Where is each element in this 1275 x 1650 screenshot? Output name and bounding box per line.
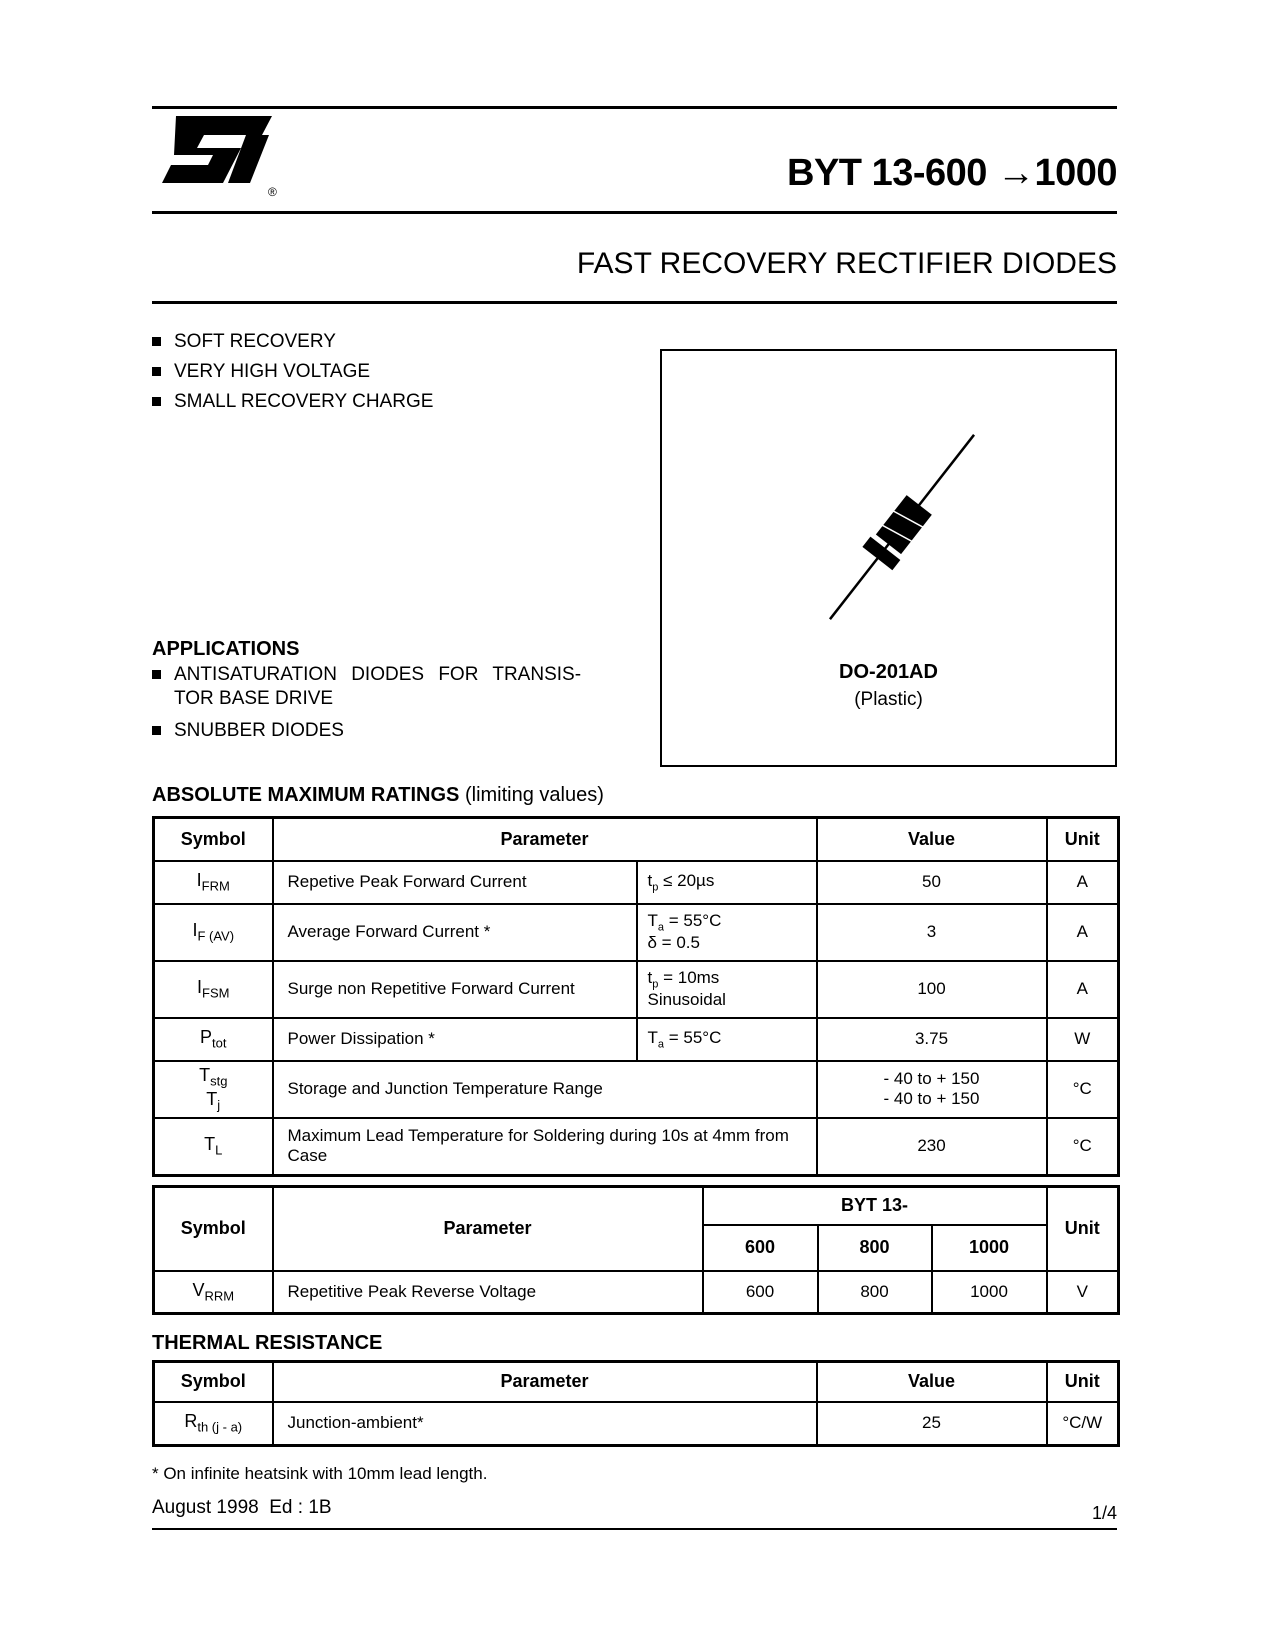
- table-row: [154, 861, 1119, 904]
- symbol-cell: $I_{FSM}$: [154, 961, 273, 1018]
- parameter-cell: Average Forward Current *: [273, 904, 637, 961]
- application-label: [174, 663, 581, 711]
- value-cell-1000: 1000: [932, 1271, 1047, 1314]
- feature-label: SOFT RECOVERY: [174, 331, 336, 352]
- parameter-cell: Surge non Repetitive Forward Current: [273, 961, 637, 1018]
- col-header-unit: Unit: [1047, 818, 1119, 861]
- condition-cell: $t_p = 10ms$ Sinusoidal: [637, 961, 817, 1018]
- col-header-symbol: Symbol: [154, 1187, 273, 1271]
- package-drawing-box: [660, 349, 1117, 767]
- table-header-row: [154, 1362, 1119, 1402]
- col-header-value: Value: [817, 1362, 1047, 1402]
- feature-label: SMALL RECOVERY CHARGE: [174, 391, 434, 412]
- parameter-cell: Maximum Lead Temperature for Soldering during 10s at 4mm from Case: [273, 1118, 817, 1176]
- col-header-group: BYT 13-: [703, 1187, 1047, 1225]
- registered-mark: ®: [268, 185, 277, 199]
- symbol-cell: $I_{F (AV)}$: [154, 904, 273, 961]
- application-label: SNUBBER DIODES: [174, 720, 344, 741]
- col-header-unit: Unit: [1047, 1187, 1119, 1271]
- feature-item: [152, 330, 622, 360]
- parameter-cell: Repetive Peak Forward Current: [273, 861, 637, 904]
- table-row: [154, 961, 1119, 1018]
- col-header-value: Value: [817, 818, 1047, 861]
- unit-cell: °C: [1047, 1061, 1119, 1118]
- unit-cell: A: [1047, 861, 1119, 904]
- value-cell: 230: [817, 1118, 1047, 1176]
- value-cell: - 40 to + 150 - 40 to + 150: [817, 1061, 1047, 1118]
- page-title: BYT 13-600 →1000: [787, 152, 1117, 194]
- col-header-800: 800: [818, 1225, 932, 1271]
- application-item: [152, 663, 622, 709]
- col-header-unit: Unit: [1047, 1362, 1119, 1402]
- symbol-cell: $T_{stg}$ $T_j$: [154, 1061, 273, 1118]
- unit-cell: A: [1047, 961, 1119, 1018]
- symbol-cell: $R_{th (j - a)}$: [154, 1402, 273, 1446]
- subtitle-rule: [152, 301, 1117, 304]
- condition-cell: $T_a = 55^\circ C$: [637, 1018, 817, 1061]
- parameter-cell: Power Dissipation *: [273, 1018, 637, 1061]
- col-header-symbol: Symbol: [154, 818, 273, 861]
- value-cell: 25: [817, 1402, 1047, 1446]
- parameter-cell: Storage and Junction Temperature Range: [273, 1061, 817, 1118]
- parameter-cell: Repetitive Peak Reverse Voltage: [273, 1271, 703, 1314]
- condition-cell: $T_a = 55^\circ C$ δ = 0.5: [637, 904, 817, 961]
- feature-list: [152, 330, 622, 420]
- abs-max-heading-note: (limiting values): [459, 784, 604, 806]
- abs-max-heading: [152, 784, 604, 807]
- footnote: * On infinite heatsink with 10mm lead length.: [152, 1464, 488, 1483]
- table-header-row: [154, 1187, 1119, 1225]
- col-header-600: 600: [703, 1225, 818, 1271]
- unit-cell: W: [1047, 1018, 1119, 1061]
- symbol-cell: $T_L$: [154, 1118, 273, 1176]
- feature-item: [152, 360, 622, 390]
- applications-heading: APPLICATIONS: [152, 638, 300, 660]
- square-bullet-icon: [152, 337, 161, 346]
- unit-cell: A: [1047, 904, 1119, 961]
- unit-cell: V: [1047, 1271, 1119, 1314]
- table-row: [154, 1402, 1119, 1446]
- voltage-grade-table: [152, 1185, 1120, 1315]
- table-row: [154, 1271, 1119, 1314]
- symbol-cell: $I_{FRM}$: [154, 861, 273, 904]
- application-line: TOR BASE DRIVE: [174, 688, 334, 709]
- header-mid-rule: [152, 211, 1117, 214]
- table-row: [154, 1118, 1119, 1176]
- table-row: [154, 1061, 1119, 1118]
- square-bullet-icon: [152, 367, 161, 376]
- table-header-row: [154, 818, 1119, 861]
- value-cell: 100: [817, 961, 1047, 1018]
- application-line: ANTISATURATION DIODES FOR TRANSIS-: [174, 664, 582, 685]
- package-material: (Plastic): [854, 689, 923, 710]
- condition-cell: $t_p \le 20\mu s$: [637, 861, 817, 904]
- col-header-1000: 1000: [932, 1225, 1047, 1271]
- col-header-parameter: Parameter: [273, 1362, 817, 1402]
- value-cell: 50: [817, 861, 1047, 904]
- page-subtitle: FAST RECOVERY RECTIFIER DIODES: [576, 247, 1117, 280]
- value-cell-600: 600: [703, 1271, 818, 1314]
- application-item: [152, 719, 622, 749]
- abs-max-table: [152, 816, 1120, 1177]
- thermal-table: [152, 1360, 1120, 1447]
- square-bullet-icon: [152, 726, 161, 735]
- footer-rule: [152, 1528, 1117, 1530]
- feature-item: [152, 390, 622, 420]
- parameter-cell: Junction-ambient*: [273, 1402, 817, 1446]
- abs-max-heading-bold: ABSOLUTE MAXIMUM RATINGS: [152, 784, 460, 806]
- square-bullet-icon: [152, 397, 161, 406]
- col-header-parameter: Parameter: [273, 818, 817, 861]
- table-row: [154, 904, 1119, 961]
- value-cell: 3.75: [817, 1018, 1047, 1061]
- footer-date-edition: August 1998 Ed : 1B: [152, 1497, 332, 1518]
- package-code: DO-201AD: [839, 661, 938, 683]
- square-bullet-icon: [152, 670, 161, 679]
- thermal-heading: THERMAL RESISTANCE: [152, 1332, 383, 1354]
- unit-cell: °C: [1047, 1118, 1119, 1176]
- value-cell: 3: [817, 904, 1047, 961]
- header-top-rule: [152, 106, 1117, 109]
- symbol-cell: $V_{RRM}$: [154, 1271, 273, 1314]
- symbol-cell: $P_{tot}$: [154, 1018, 273, 1061]
- table-row: [154, 1018, 1119, 1061]
- value-cell-800: 800: [818, 1271, 932, 1314]
- col-header-symbol: Symbol: [154, 1362, 273, 1402]
- footer-page-number: 1/4: [1091, 1503, 1117, 1523]
- unit-cell: °C/W: [1047, 1402, 1119, 1446]
- feature-label: VERY HIGH VOLTAGE: [174, 361, 371, 382]
- col-header-parameter: Parameter: [273, 1187, 703, 1271]
